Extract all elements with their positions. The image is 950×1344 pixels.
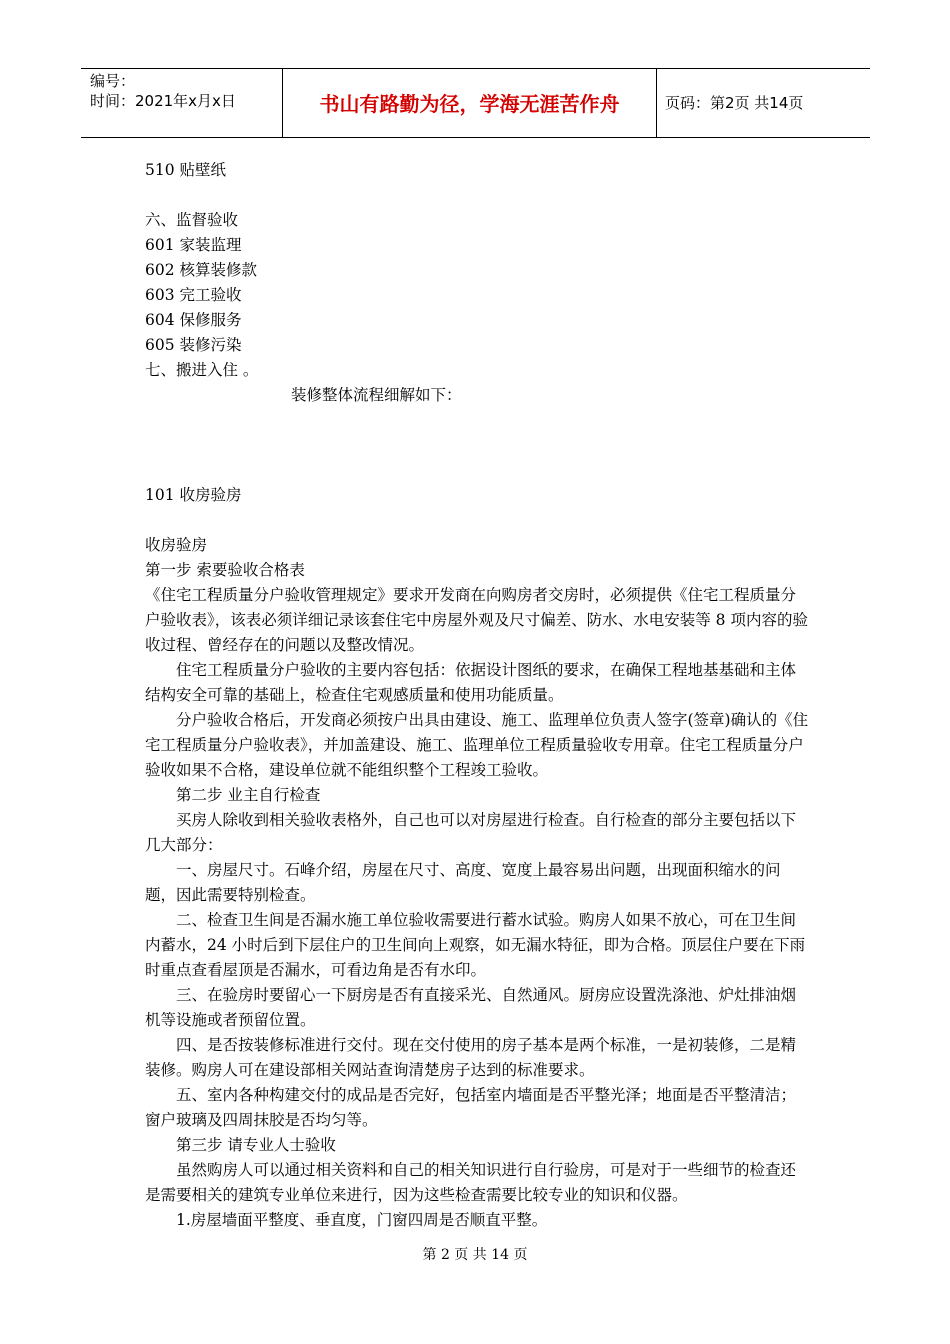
item-603: 603 完工验收 bbox=[145, 286, 242, 304]
document-body bbox=[145, 158, 810, 1233]
paragraph-2: 住宅工程质量分户验收的主要内容包括：依据设计图纸的要求，在确保工程地基基础和主体结构安全可靠的基础上，检查住宅观感质量和使用功能质量。 bbox=[145, 661, 797, 704]
header-right-cell bbox=[657, 69, 870, 137]
header-left-cell bbox=[81, 69, 283, 137]
paragraph-3: 分户验收合格后，开发商必须按户出具由建设、施工、监理单位负责人签字(签章)确认的《住宅工程质量分户验收表》，并加盖建设、施工、监理单位工程质量验收专用章。住宅工程质量分户验收如果不合格，建设单位就不能组织整个工程竣工验收。 bbox=[145, 711, 809, 779]
step-2-heading: 第二步 业主自行检查 bbox=[176, 786, 321, 804]
header-motto: 书山有路勤为径，学海无涯苦作舟 bbox=[319, 92, 620, 116]
page-header bbox=[81, 68, 870, 138]
paragraph-7: 三、在验房时要留心一下厨房是否有直接采光、自然通风。厨房应设置洗涤池、炉灶排油烟机等设施或者预留位置。 bbox=[145, 986, 797, 1029]
item-602: 602 核算装修款 bbox=[145, 261, 258, 279]
header-page-code: 页码：第2页 共14页 bbox=[665, 94, 804, 112]
item-510: 510 贴壁纸 bbox=[145, 161, 227, 179]
paragraph-11: 1.房屋墙面平整度、垂直度，门窗四周是否顺直平整。 bbox=[176, 1211, 548, 1229]
step-1-heading: 第一步 索要验收合格表 bbox=[145, 561, 305, 579]
serial-label: 编号： bbox=[90, 72, 136, 90]
paragraph-5: 一、房屋尺寸。石峰介绍，房屋在尺寸、高度、宽度上最容易出问题，出现面积缩水的问题，因此需要特别检查。 bbox=[145, 861, 781, 904]
item-101: 101 收房验房 bbox=[145, 486, 242, 504]
page-footer: 第 2 页 共 14 页 bbox=[422, 1247, 528, 1263]
item-605: 605 装修污染 bbox=[145, 336, 242, 354]
item-604: 604 保修服务 bbox=[145, 311, 242, 329]
section-6-heading: 六、监督验收 bbox=[145, 211, 239, 229]
section-title: 收房验房 bbox=[145, 536, 208, 554]
paragraph-1: 《住宅工程质量分户验收管理规定》要求开发商在向购房者交房时，必须提供《住宅工程质量分户验收表》，该表必须详细记录该套住宅中房屋外观及尺寸偏差、防水、水电安装等 8 项内容的验收过程、曾经存在的问题以及整改情况。 bbox=[145, 586, 808, 654]
item-601: 601 家装监理 bbox=[145, 236, 242, 254]
section-7-heading: 七、搬进入住 。 bbox=[145, 361, 259, 379]
flow-intro: 装修整体流程细解如下： bbox=[291, 386, 462, 404]
paragraph-6: 二、检查卫生间是否漏水施工单位验收需要进行蓄水试验。购房人如果不放心，可在卫生间内蓄水，24 小时后到下层住户的卫生间向上观察，如无漏水特征，即为合格。顶层住户要在下雨时重点查看屋顶是否漏水，可看边角是否有水印。 bbox=[145, 911, 806, 979]
date-line: 时间：2021年x月x日 bbox=[90, 92, 236, 110]
paragraph-9: 五、室内各种构建交付的成品是否完好，包括室内墙面是否平整光泽；地面是否平整清洁；窗户玻璃及四周抹胶是否均匀等。 bbox=[145, 1086, 797, 1129]
paragraph-4: 买房人除收到相关验收表格外，自己也可以对房屋进行检查。自行检查的部分主要包括以下几大部分： bbox=[145, 811, 797, 854]
paragraph-8: 四、是否按装修标准进行交付。现在交付使用的房子基本是两个标准，一是初装修，二是精装修。购房人可在建设部相关网站查询清楚房子达到的标准要求。 bbox=[145, 1036, 797, 1079]
header-middle-cell bbox=[283, 69, 657, 137]
paragraph-10: 虽然购房人可以通过相关资料和自己的相关知识进行自行验房，可是对于一些细节的检查还是需要相关的建筑专业单位来进行，因为这些检查需要比较专业的知识和仪器。 bbox=[145, 1161, 797, 1204]
step-3-heading: 第三步 请专业人士验收 bbox=[176, 1136, 336, 1154]
